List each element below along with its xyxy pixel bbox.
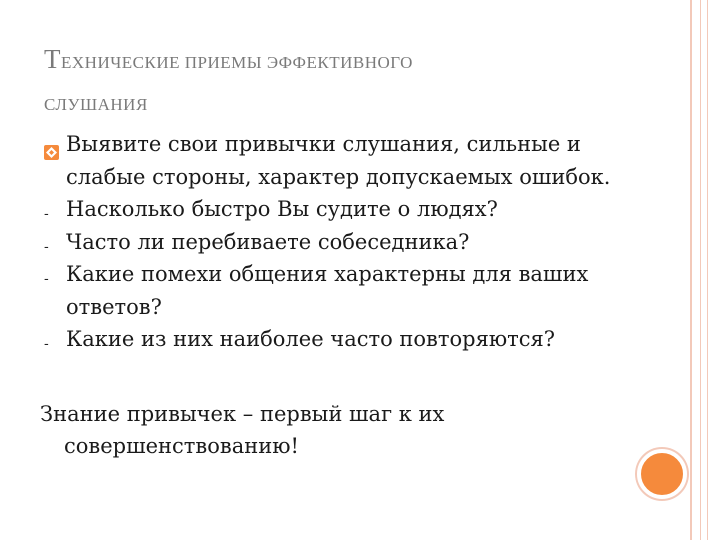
conclusion-text: [40, 398, 640, 462]
list-item: [44, 258, 674, 323]
list-item-line: ответов?: [66, 294, 162, 319]
title-rest: ЕХНИЧЕСКИЕ ПРИЕМЫ ЭФФЕКТИВНОГО: [61, 53, 413, 72]
dash-marker: -: [44, 336, 49, 352]
list-item-line: Какие помехи общения характерны для ваших: [66, 262, 589, 286]
list-item-line: Выявите свои привычки слушания, сильные и: [66, 132, 581, 156]
list-item: [44, 226, 674, 259]
conclusion-line-2: совершенствованию!: [64, 434, 299, 458]
orange-circle-decoration: [637, 449, 687, 499]
slide-title: [44, 38, 664, 126]
orange-diamond-icon: [44, 137, 59, 152]
dash-marker: -: [44, 271, 49, 287]
bullet-list: [44, 128, 674, 356]
list-item: [44, 128, 674, 193]
list-item: [44, 323, 674, 356]
dash-marker: -: [44, 238, 49, 255]
title-line-2: СЛУШАНИЯ: [44, 95, 148, 114]
conclusion-line-1: Знание привычек – первый шаг к их: [40, 402, 445, 426]
list-item: [44, 193, 674, 226]
title-initial: Т: [44, 44, 61, 74]
list-item-line: Насколько быстро Вы судите о людях?: [66, 197, 498, 221]
list-item-line: слабые стороны, характер допускаемых ошибок.: [66, 164, 611, 189]
right-frame-stripe: [700, 0, 708, 540]
title-line-1: [44, 38, 664, 84]
list-item-line: Часто ли перебиваете собеседника?: [66, 229, 470, 254]
dash-marker: -: [44, 206, 49, 222]
list-item-line: Какие из них наиболее часто повторяются?: [66, 327, 555, 351]
